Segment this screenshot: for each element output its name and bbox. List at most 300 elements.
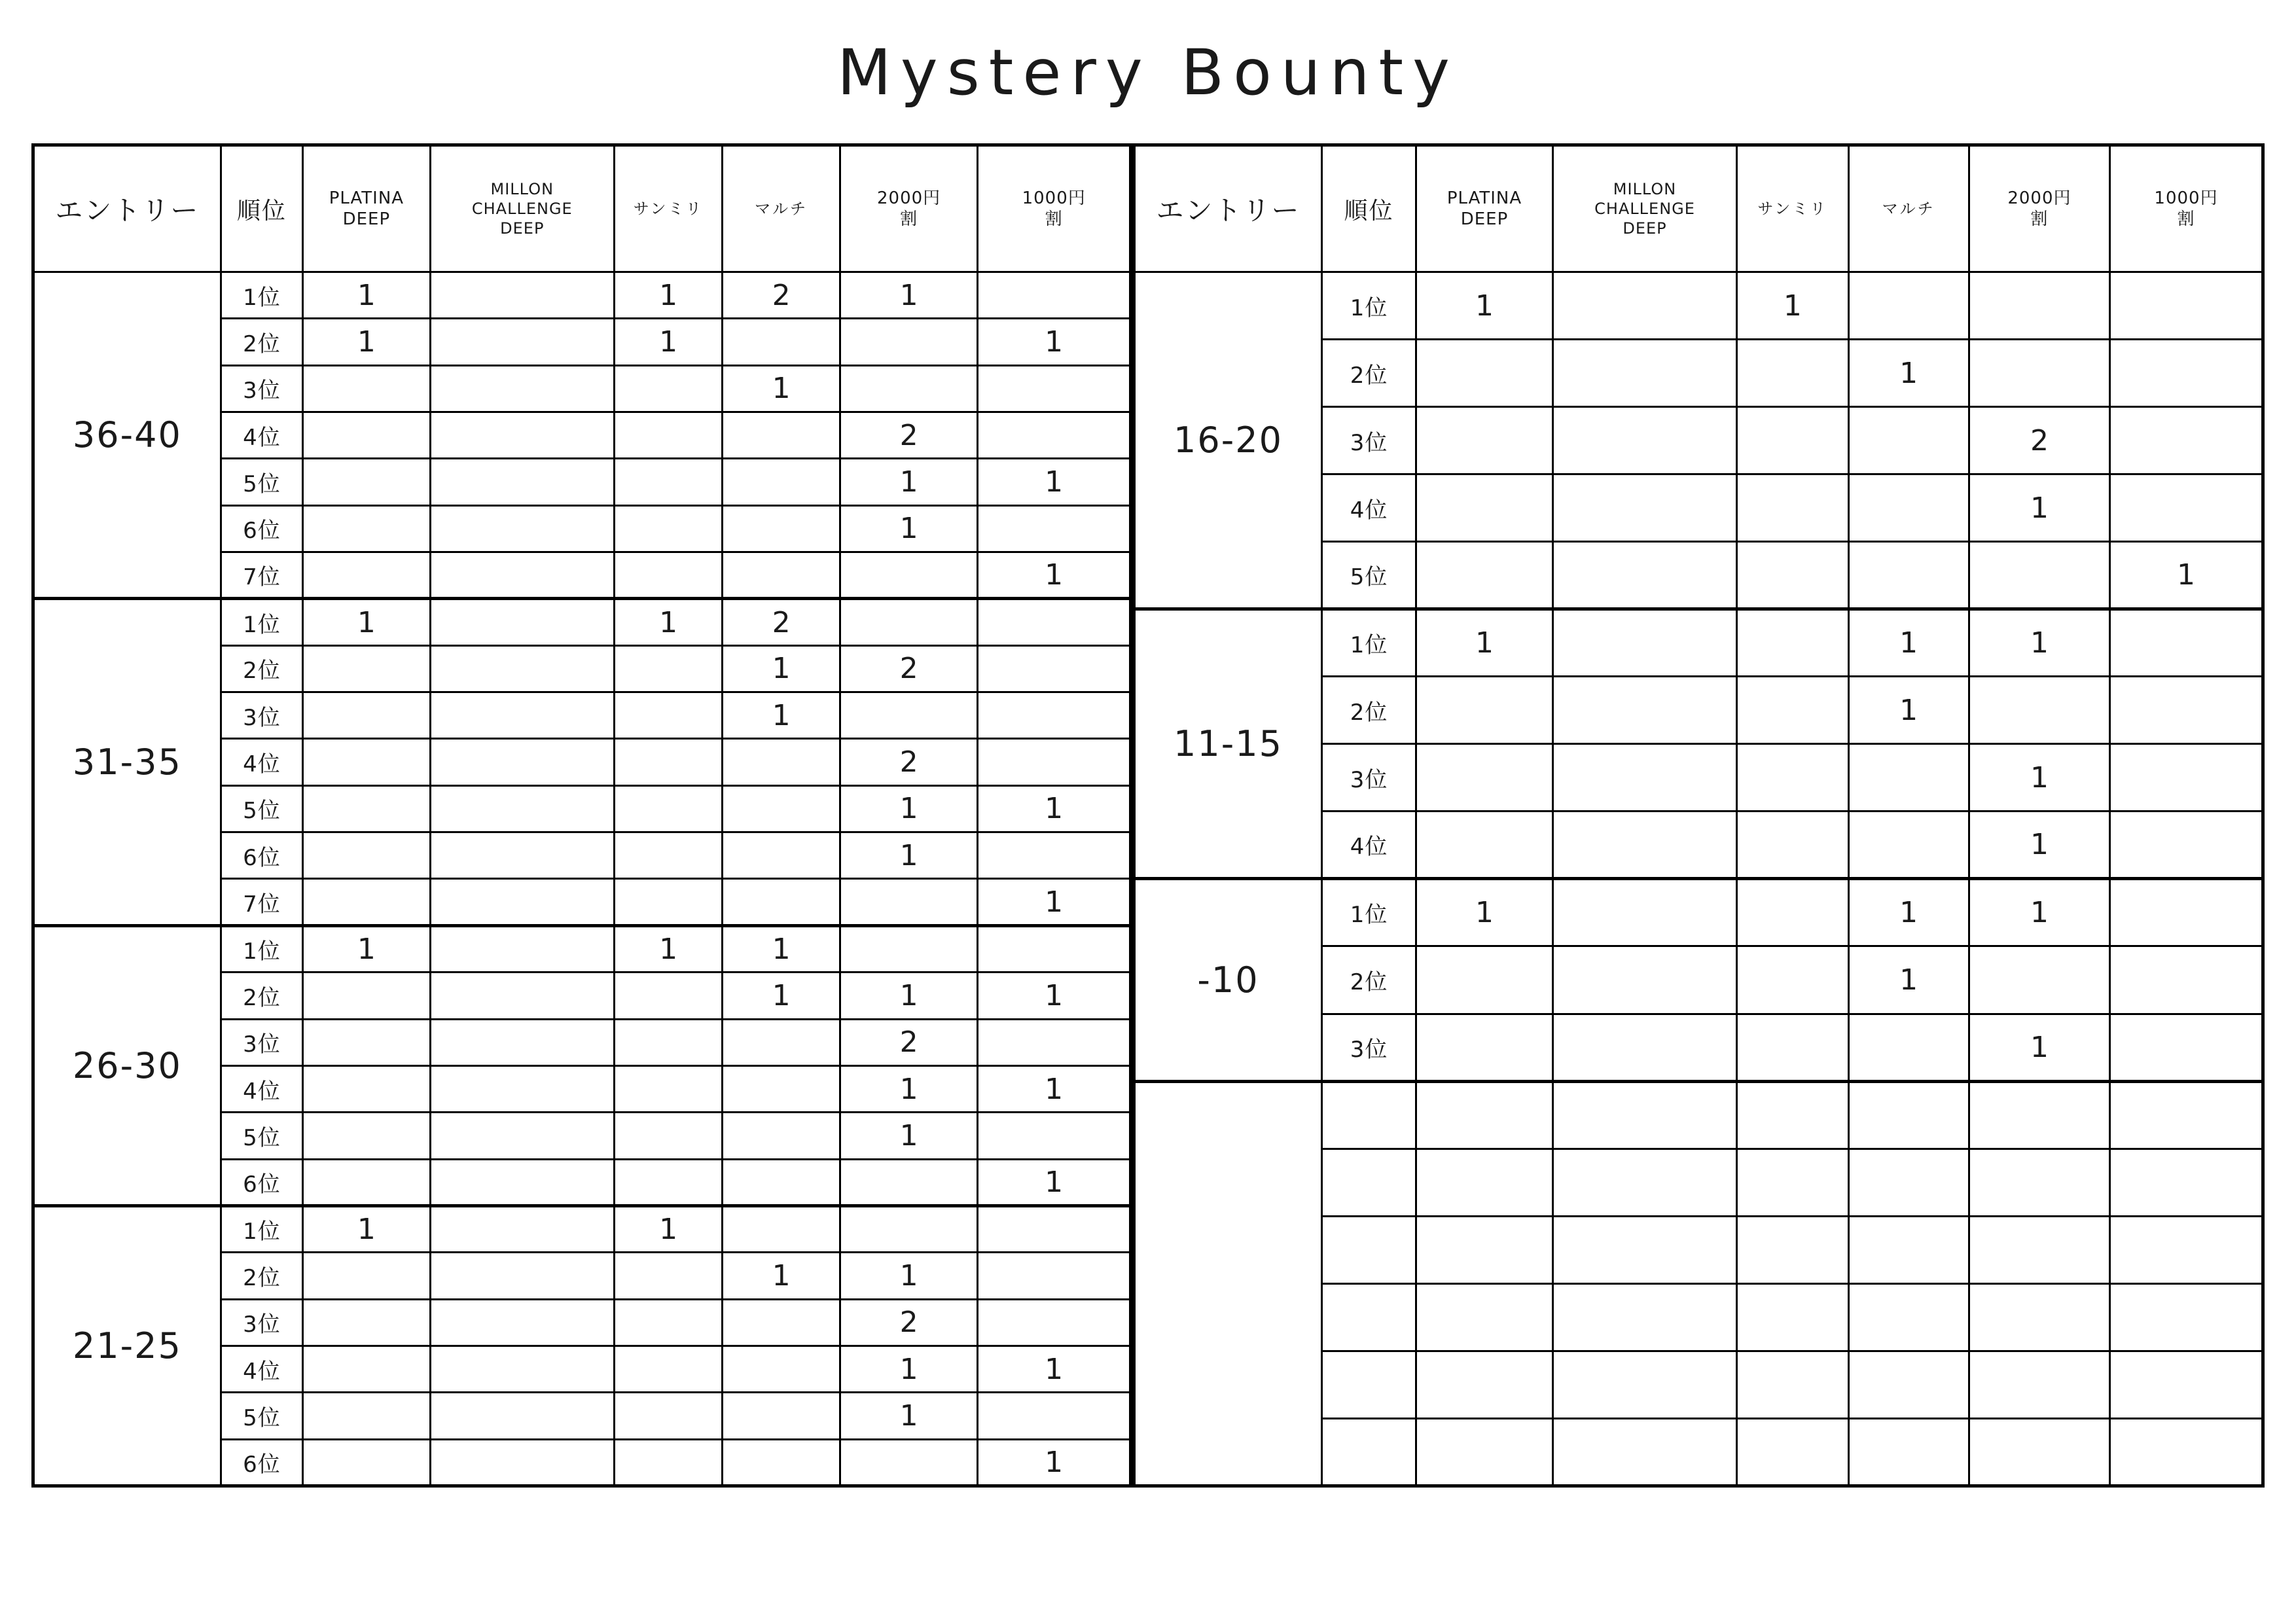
- value-cell-platina-deep: [303, 645, 431, 692]
- rank-cell: 6位: [221, 1159, 302, 1205]
- header-line: 割: [900, 209, 918, 229]
- value-cell-platina-deep: [1416, 677, 1553, 744]
- rank-cell: 4位: [221, 412, 302, 459]
- value-cell-multi: 1: [1848, 946, 1969, 1014]
- value-cell-multi: [1848, 1149, 1969, 1216]
- value-cell-sanmiri: [1737, 407, 1848, 474]
- value-cell-sanmiri: [614, 1019, 723, 1065]
- rank-cell: 3位: [1321, 744, 1416, 812]
- value-cell-platina-deep: [303, 1346, 431, 1392]
- rank-cell: 2位: [221, 1253, 302, 1299]
- value-cell-platina-deep: [303, 785, 431, 832]
- value-cell-yen-1000: [978, 272, 1131, 319]
- value-cell-yen-1000: [2110, 1081, 2263, 1149]
- value-cell-multi: [1848, 272, 1969, 340]
- value-cell-yen-2000: 1: [840, 1065, 977, 1112]
- value-cell-million-challenge-deep: [1552, 407, 1736, 474]
- value-cell-million-challenge-deep: [1552, 474, 1736, 542]
- value-cell-million-challenge-deep: [430, 925, 614, 972]
- rank-cell: 3位: [221, 1019, 302, 1065]
- rank-cell: 2位: [1321, 677, 1416, 744]
- value-cell-sanmiri: [614, 1065, 723, 1112]
- value-cell-yen-1000: [2110, 407, 2263, 474]
- value-cell-multi: [723, 1113, 840, 1159]
- rank-cell: 1位: [1321, 609, 1416, 677]
- value-cell-yen-1000: [2110, 1283, 2263, 1351]
- value-cell-yen-1000: 1: [978, 1346, 1131, 1392]
- entry-range-cell: 36-40: [33, 272, 221, 599]
- value-cell-million-challenge-deep: [430, 972, 614, 1019]
- value-cell-yen-2000: 1: [1969, 1014, 2109, 1081]
- value-cell-platina-deep: 1: [303, 272, 431, 319]
- value-cell-yen-1000: [2110, 609, 2263, 677]
- rank-cell: 3位: [1321, 1014, 1416, 1081]
- value-cell-sanmiri: [1737, 1351, 1848, 1418]
- value-cell-sanmiri: [1737, 1283, 1848, 1351]
- value-cell-yen-1000: [2110, 1014, 2263, 1081]
- value-cell-yen-2000: [840, 365, 977, 412]
- value-cell-million-challenge-deep: [1552, 946, 1736, 1014]
- left-header-platina-deep: [303, 145, 431, 272]
- value-cell-platina-deep: [303, 972, 431, 1019]
- value-cell-sanmiri: [614, 1159, 723, 1205]
- header-line: MILLON: [1613, 180, 1677, 198]
- value-cell-platina-deep: [1416, 340, 1553, 407]
- right-header-row: [1134, 145, 2263, 272]
- value-cell-platina-deep: 1: [303, 1205, 431, 1252]
- value-cell-multi: 1: [723, 645, 840, 692]
- value-cell-platina-deep: [303, 459, 431, 505]
- value-cell-platina-deep: [1416, 407, 1553, 474]
- entry-range-cell: 26-30: [33, 925, 221, 1205]
- value-cell-platina-deep: 1: [1416, 879, 1553, 946]
- value-cell-multi: [723, 832, 840, 879]
- right-table-body: [1134, 272, 2263, 1486]
- value-cell-platina-deep: [303, 1393, 431, 1439]
- value-cell-yen-2000: [1969, 1351, 2109, 1418]
- value-cell-multi: 2: [723, 272, 840, 319]
- value-cell-sanmiri: [1737, 1216, 1848, 1283]
- value-cell-million-challenge-deep: [430, 1439, 614, 1486]
- value-cell-multi: [723, 552, 840, 599]
- value-cell-sanmiri: [1737, 812, 1848, 879]
- rank-cell: 2位: [221, 645, 302, 692]
- value-cell-sanmiri: 1: [614, 319, 723, 365]
- header-line: マルチ: [1882, 200, 1935, 218]
- value-cell-yen-1000: 1: [978, 319, 1131, 365]
- value-cell-million-challenge-deep: [1552, 1418, 1736, 1486]
- rank-cell: 5位: [1321, 542, 1416, 609]
- value-cell-multi: [723, 1393, 840, 1439]
- left-header-entry: エントリー: [33, 145, 221, 272]
- left-header-yen-2000: [840, 145, 977, 272]
- rank-cell: 1位: [1321, 879, 1416, 946]
- value-cell-million-challenge-deep: [430, 832, 614, 879]
- value-cell-yen-1000: [978, 599, 1131, 645]
- rank-cell: [1321, 1283, 1416, 1351]
- value-cell-yen-2000: 1: [840, 272, 977, 319]
- value-cell-multi: 1: [723, 1253, 840, 1299]
- rank-cell: 7位: [221, 879, 302, 925]
- value-cell-million-challenge-deep: [430, 1346, 614, 1392]
- right-header-sanmiri: [1737, 145, 1848, 272]
- entry-range-cell: 31-35: [33, 599, 221, 925]
- value-cell-yen-2000: 2: [840, 739, 977, 785]
- header-line: 割: [2030, 209, 2049, 229]
- value-cell-million-challenge-deep: [430, 459, 614, 505]
- value-cell-multi: [723, 412, 840, 459]
- value-cell-platina-deep: 1: [303, 925, 431, 972]
- value-cell-yen-1000: [2110, 340, 2263, 407]
- header-line: CHALLENGE: [471, 200, 573, 218]
- value-cell-multi: 1: [723, 692, 840, 739]
- rank-cell: 4位: [1321, 474, 1416, 542]
- value-cell-platina-deep: [1416, 1216, 1553, 1283]
- value-cell-multi: [1848, 1081, 1969, 1149]
- value-cell-platina-deep: [303, 1065, 431, 1112]
- value-cell-sanmiri: 1: [614, 1205, 723, 1252]
- value-cell-multi: [723, 1159, 840, 1205]
- header-line: マルチ: [755, 200, 808, 218]
- value-cell-million-challenge-deep: [430, 319, 614, 365]
- value-cell-yen-1000: [2110, 879, 2263, 946]
- value-cell-multi: [723, 1065, 840, 1112]
- header-line: DEEP: [1623, 219, 1667, 238]
- value-cell-yen-2000: 1: [840, 1113, 977, 1159]
- value-cell-yen-1000: 1: [978, 1159, 1131, 1205]
- value-cell-platina-deep: [303, 1253, 431, 1299]
- value-cell-million-challenge-deep: [1552, 1216, 1736, 1283]
- rank-cell: 3位: [221, 1299, 302, 1346]
- value-cell-yen-1000: 1: [978, 1065, 1131, 1112]
- value-cell-yen-2000: [1969, 1283, 2109, 1351]
- table-row: [33, 1205, 1131, 1252]
- value-cell-multi: 1: [723, 365, 840, 412]
- value-cell-sanmiri: [1737, 542, 1848, 609]
- value-cell-platina-deep: [303, 739, 431, 785]
- rank-cell: 6位: [221, 832, 302, 879]
- value-cell-yen-2000: [1969, 677, 2109, 744]
- value-cell-multi: [1848, 812, 1969, 879]
- value-cell-yen-2000: [1969, 1418, 2109, 1486]
- value-cell-yen-1000: [2110, 1216, 2263, 1283]
- value-cell-sanmiri: [614, 972, 723, 1019]
- value-cell-platina-deep: [303, 1159, 431, 1205]
- rank-cell: 3位: [221, 692, 302, 739]
- value-cell-yen-1000: [2110, 1149, 2263, 1216]
- rank-cell: 1位: [221, 599, 302, 645]
- value-cell-multi: [1848, 407, 1969, 474]
- value-cell-million-challenge-deep: [430, 1113, 614, 1159]
- value-cell-sanmiri: 1: [1737, 272, 1848, 340]
- value-cell-sanmiri: [614, 1346, 723, 1392]
- value-cell-yen-2000: [840, 1205, 977, 1252]
- value-cell-yen-2000: 1: [1969, 812, 2109, 879]
- header-line: 割: [1045, 209, 1063, 229]
- entry-range-cell: 16-20: [1134, 272, 1322, 609]
- value-cell-multi: 1: [1848, 609, 1969, 677]
- value-cell-sanmiri: [1737, 609, 1848, 677]
- value-cell-yen-1000: [978, 1113, 1131, 1159]
- header-line: MILLON: [490, 180, 554, 198]
- table-row: [33, 925, 1131, 972]
- value-cell-multi: [1848, 474, 1969, 542]
- value-cell-yen-2000: 1: [840, 1393, 977, 1439]
- value-cell-yen-2000: 1: [840, 1253, 977, 1299]
- rank-cell: 1位: [221, 272, 302, 319]
- rank-cell: 6位: [221, 505, 302, 552]
- value-cell-yen-1000: 1: [978, 552, 1131, 599]
- value-cell-multi: 1: [723, 972, 840, 1019]
- value-cell-million-challenge-deep: [430, 692, 614, 739]
- value-cell-multi: 1: [1848, 879, 1969, 946]
- entry-range-cell: -10: [1134, 879, 1322, 1081]
- value-cell-sanmiri: 1: [614, 599, 723, 645]
- value-cell-yen-1000: [978, 739, 1131, 785]
- value-cell-platina-deep: [303, 1439, 431, 1486]
- tables-container: [31, 143, 2265, 1488]
- value-cell-yen-2000: 2: [840, 412, 977, 459]
- value-cell-sanmiri: [614, 365, 723, 412]
- rank-cell: 5位: [221, 1393, 302, 1439]
- rank-cell: 1位: [221, 1205, 302, 1252]
- value-cell-sanmiri: [1737, 879, 1848, 946]
- value-cell-yen-1000: [2110, 744, 2263, 812]
- value-cell-platina-deep: [303, 1299, 431, 1346]
- value-cell-sanmiri: [614, 1439, 723, 1486]
- value-cell-multi: [723, 1019, 840, 1065]
- value-cell-platina-deep: 1: [303, 599, 431, 645]
- value-cell-million-challenge-deep: [1552, 1081, 1736, 1149]
- value-cell-multi: [723, 459, 840, 505]
- value-cell-platina-deep: [303, 552, 431, 599]
- value-cell-sanmiri: [1737, 1014, 1848, 1081]
- value-cell-platina-deep: [303, 879, 431, 925]
- value-cell-multi: [723, 1205, 840, 1252]
- header-line: PLATINA: [329, 188, 404, 208]
- value-cell-yen-1000: [978, 645, 1131, 692]
- value-cell-million-challenge-deep: [1552, 609, 1736, 677]
- header-line: 1000円: [2154, 188, 2218, 208]
- value-cell-platina-deep: 1: [1416, 609, 1553, 677]
- value-cell-million-challenge-deep: [430, 1065, 614, 1112]
- value-cell-platina-deep: [1416, 1418, 1553, 1486]
- value-cell-platina-deep: [1416, 1081, 1553, 1149]
- header-line: PLATINA: [1446, 188, 1522, 208]
- value-cell-multi: 1: [1848, 677, 1969, 744]
- value-cell-million-challenge-deep: [430, 645, 614, 692]
- value-cell-yen-2000: 2: [840, 1299, 977, 1346]
- value-cell-yen-1000: [978, 505, 1131, 552]
- value-cell-million-challenge-deep: [1552, 1351, 1736, 1418]
- value-cell-multi: [1848, 1216, 1969, 1283]
- value-cell-yen-1000: [2110, 1418, 2263, 1486]
- value-cell-sanmiri: [614, 879, 723, 925]
- rank-cell: [1321, 1418, 1416, 1486]
- value-cell-sanmiri: [1737, 946, 1848, 1014]
- value-cell-yen-2000: [840, 1159, 977, 1205]
- rank-cell: 2位: [221, 319, 302, 365]
- value-cell-platina-deep: [303, 832, 431, 879]
- right-header-yen-1000: [2110, 145, 2263, 272]
- header-line: 1000円: [1022, 188, 1086, 208]
- header-line: サンミリ: [633, 200, 704, 218]
- page-title: Mystery Bounty: [837, 36, 1459, 109]
- value-cell-yen-2000: [1969, 272, 2109, 340]
- rank-cell: 4位: [221, 1346, 302, 1392]
- rank-cell: 3位: [221, 365, 302, 412]
- value-cell-multi: [1848, 1351, 1969, 1418]
- value-cell-yen-2000: 2: [840, 645, 977, 692]
- left-header-rank: 順位: [221, 145, 302, 272]
- value-cell-sanmiri: [614, 1113, 723, 1159]
- value-cell-yen-2000: 1: [840, 1346, 977, 1392]
- value-cell-yen-1000: [2110, 812, 2263, 879]
- value-cell-sanmiri: [614, 832, 723, 879]
- value-cell-platina-deep: [303, 692, 431, 739]
- header-line: CHALLENGE: [1594, 200, 1695, 218]
- value-cell-sanmiri: [614, 505, 723, 552]
- value-cell-million-challenge-deep: [430, 599, 614, 645]
- value-cell-platina-deep: [1416, 1283, 1553, 1351]
- value-cell-yen-2000: 2: [840, 1019, 977, 1065]
- right-header-platina-deep: [1416, 145, 1553, 272]
- rank-cell: 1位: [221, 925, 302, 972]
- value-cell-multi: 1: [1848, 340, 1969, 407]
- value-cell-yen-2000: [840, 319, 977, 365]
- value-cell-sanmiri: [614, 552, 723, 599]
- rank-cell: [1321, 1351, 1416, 1418]
- value-cell-sanmiri: [1737, 677, 1848, 744]
- value-cell-million-challenge-deep: [1552, 1283, 1736, 1351]
- value-cell-multi: 2: [723, 599, 840, 645]
- value-cell-million-challenge-deep: [430, 1159, 614, 1205]
- table-row: [1134, 1081, 2263, 1149]
- value-cell-million-challenge-deep: [1552, 812, 1736, 879]
- value-cell-million-challenge-deep: [430, 505, 614, 552]
- value-cell-million-challenge-deep: [430, 552, 614, 599]
- entry-range-cell: 21-25: [33, 1205, 221, 1486]
- value-cell-sanmiri: [1737, 1149, 1848, 1216]
- table-row: [1134, 609, 2263, 677]
- rank-cell: 4位: [221, 1065, 302, 1112]
- value-cell-yen-1000: [2110, 946, 2263, 1014]
- entry-range-cell: [1134, 1081, 1322, 1486]
- right-table-head: [1134, 145, 2263, 272]
- value-cell-sanmiri: [614, 785, 723, 832]
- value-cell-yen-1000: 1: [978, 785, 1131, 832]
- header-line: DEEP: [342, 209, 391, 229]
- value-cell-multi: [723, 1346, 840, 1392]
- value-cell-yen-2000: 1: [840, 785, 977, 832]
- table-row: [33, 599, 1131, 645]
- value-cell-yen-1000: 1: [978, 972, 1131, 1019]
- rank-cell: 5位: [221, 1113, 302, 1159]
- value-cell-yen-1000: [978, 1393, 1131, 1439]
- value-cell-yen-1000: [2110, 272, 2263, 340]
- value-cell-yen-2000: 1: [840, 972, 977, 1019]
- value-cell-platina-deep: [1416, 1014, 1553, 1081]
- value-cell-multi: [723, 1439, 840, 1486]
- value-cell-yen-1000: 1: [978, 879, 1131, 925]
- value-cell-sanmiri: [1737, 1081, 1848, 1149]
- rank-cell: 7位: [221, 552, 302, 599]
- value-cell-yen-1000: [978, 365, 1131, 412]
- table-row: [1134, 879, 2263, 946]
- value-cell-platina-deep: [1416, 1351, 1553, 1418]
- value-cell-million-challenge-deep: [1552, 272, 1736, 340]
- value-cell-platina-deep: [1416, 744, 1553, 812]
- value-cell-multi: [1848, 1014, 1969, 1081]
- right-header-rank: 順位: [1321, 145, 1416, 272]
- value-cell-million-challenge-deep: [1552, 1014, 1736, 1081]
- value-cell-million-challenge-deep: [1552, 879, 1736, 946]
- rank-cell: 5位: [221, 459, 302, 505]
- value-cell-yen-2000: [840, 599, 977, 645]
- value-cell-multi: [723, 739, 840, 785]
- value-cell-yen-2000: [1969, 1149, 2109, 1216]
- value-cell-million-challenge-deep: [430, 1019, 614, 1065]
- rank-cell: 4位: [221, 739, 302, 785]
- value-cell-platina-deep: [1416, 1149, 1553, 1216]
- left-header-sanmiri: [614, 145, 723, 272]
- rank-cell: 2位: [1321, 340, 1416, 407]
- value-cell-sanmiri: [614, 412, 723, 459]
- value-cell-yen-2000: [840, 692, 977, 739]
- value-cell-sanmiri: 1: [614, 925, 723, 972]
- value-cell-multi: [1848, 1283, 1969, 1351]
- value-cell-platina-deep: [303, 1113, 431, 1159]
- value-cell-yen-2000: 2: [1969, 407, 2109, 474]
- value-cell-million-challenge-deep: [430, 785, 614, 832]
- value-cell-platina-deep: [1416, 812, 1553, 879]
- value-cell-yen-1000: [978, 692, 1131, 739]
- right-header-million-challenge-deep: [1552, 145, 1736, 272]
- value-cell-platina-deep: [303, 1019, 431, 1065]
- value-cell-sanmiri: [1737, 1418, 1848, 1486]
- value-cell-yen-2000: 1: [1969, 879, 2109, 946]
- rank-cell: [1321, 1081, 1416, 1149]
- value-cell-million-challenge-deep: [430, 272, 614, 319]
- value-cell-multi: 1: [723, 925, 840, 972]
- rank-cell: 2位: [221, 972, 302, 1019]
- value-cell-platina-deep: 1: [303, 319, 431, 365]
- rank-cell: 6位: [221, 1439, 302, 1486]
- right-results-table: [1132, 143, 2265, 1488]
- value-cell-platina-deep: [1416, 542, 1553, 609]
- value-cell-million-challenge-deep: [430, 879, 614, 925]
- value-cell-yen-2000: [1969, 1216, 2109, 1283]
- rank-cell: [1321, 1149, 1416, 1216]
- value-cell-million-challenge-deep: [430, 1253, 614, 1299]
- value-cell-sanmiri: 1: [614, 272, 723, 319]
- table-row: [33, 272, 1131, 319]
- value-cell-million-challenge-deep: [1552, 340, 1736, 407]
- value-cell-million-challenge-deep: [430, 1393, 614, 1439]
- value-cell-million-challenge-deep: [1552, 1149, 1736, 1216]
- value-cell-platina-deep: 1: [1416, 272, 1553, 340]
- value-cell-yen-2000: 1: [840, 459, 977, 505]
- value-cell-platina-deep: [303, 505, 431, 552]
- value-cell-million-challenge-deep: [1552, 542, 1736, 609]
- header-line: DEEP: [500, 219, 545, 238]
- value-cell-million-challenge-deep: [430, 412, 614, 459]
- value-cell-platina-deep: [303, 365, 431, 412]
- value-cell-yen-2000: 1: [840, 832, 977, 879]
- header-line: DEEP: [1460, 209, 1509, 229]
- header-line: サンミリ: [1757, 200, 1828, 218]
- rank-cell: [1321, 1216, 1416, 1283]
